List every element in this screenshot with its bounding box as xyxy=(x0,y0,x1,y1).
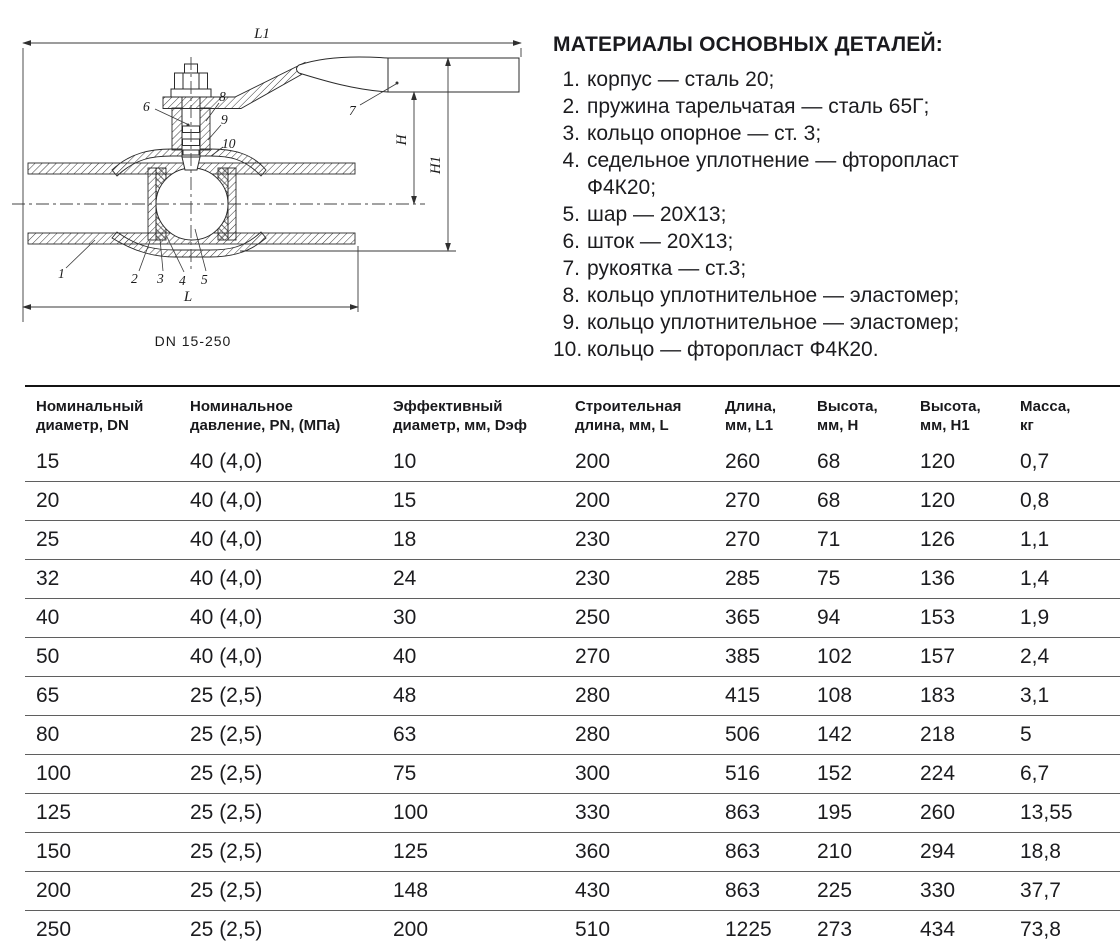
table-cell: 80 xyxy=(25,716,179,755)
materials-item-text: шар — 20Х13; xyxy=(587,203,727,226)
table-cell: 0,7 xyxy=(1020,450,1050,473)
table-cell: 6,7 xyxy=(1009,755,1120,794)
valve-drawing-area xyxy=(0,0,540,360)
table-cell: 863 xyxy=(714,794,806,833)
table-cell: 25 (2,5) xyxy=(179,716,382,755)
table-cell: 40 (4,0) xyxy=(179,560,382,599)
table-cell: 153 xyxy=(909,599,1009,638)
table-cell: 40 (4,0) xyxy=(179,599,382,638)
dim-label-h: H xyxy=(394,134,410,146)
table-cell: 75 xyxy=(382,755,564,794)
table-cell: 150 xyxy=(25,833,179,872)
table-cell: 142 xyxy=(806,716,909,755)
table-cell: 280 xyxy=(564,716,714,755)
table-cell: 25 (2,5) xyxy=(179,677,382,716)
table-cell: 18 xyxy=(382,521,564,560)
table-row xyxy=(25,872,1120,911)
dim-label-h1: H1 xyxy=(428,155,444,175)
table-cell: 2,4 xyxy=(1009,638,1120,677)
materials-item-text: седельное уплотнение — фторопласт Ф4К20; xyxy=(587,149,959,199)
table-cell: 25 (2,5) xyxy=(179,872,382,911)
materials-item-number: 8. xyxy=(562,284,580,307)
materials-item-number: 1. xyxy=(562,68,580,91)
column-header: Масса, кг xyxy=(1020,398,1071,434)
table-cell: 120 xyxy=(909,482,1009,521)
table-cell: 434 xyxy=(909,911,1009,949)
table-cell: 5 xyxy=(1009,716,1120,755)
table-cell: 13,55 xyxy=(1009,794,1120,833)
table-cell: 10 xyxy=(393,450,417,473)
table-cell: 0,8 xyxy=(1009,482,1120,521)
callout-7: 7 xyxy=(349,103,356,118)
table-cell: 210 xyxy=(806,833,909,872)
table-cell: 30 xyxy=(382,599,564,638)
callout-6: 6 xyxy=(143,99,150,114)
table-row xyxy=(25,638,1120,677)
table-cell: 330 xyxy=(564,794,714,833)
table-cell: 15 xyxy=(382,482,564,521)
table-cell: 230 xyxy=(564,521,714,560)
table-cell: 510 xyxy=(564,911,714,949)
materials-item xyxy=(553,309,1001,336)
table-cell: 230 xyxy=(564,560,714,599)
materials-item-number: 4. xyxy=(562,149,580,172)
spec-table-header-row xyxy=(25,386,1120,443)
table-row xyxy=(25,482,1120,521)
table-cell: 73,8 xyxy=(1009,911,1120,949)
table-cell: 195 xyxy=(806,794,909,833)
table-cell: 25 (2,5) xyxy=(179,833,382,872)
callout-8: 8 xyxy=(219,89,226,104)
table-row xyxy=(25,716,1120,755)
materials-item-number: 7. xyxy=(562,257,580,280)
callout-3: 3 xyxy=(157,271,164,286)
materials-item-text: шток — 20Х13; xyxy=(587,230,734,253)
handle xyxy=(163,57,519,109)
column-header: Строительная длина, мм, L xyxy=(575,398,682,434)
materials-item-number: 3. xyxy=(562,122,580,145)
materials-item xyxy=(553,201,1001,228)
materials-item xyxy=(553,336,1001,363)
table-cell: 1,9 xyxy=(1009,599,1120,638)
materials-block xyxy=(553,33,1001,363)
table-cell: 24 xyxy=(382,560,564,599)
materials-item-text: кольцо уплотнительное — эластомер; xyxy=(587,284,960,307)
column-header: Высота, мм, H xyxy=(817,398,878,434)
table-cell: 48 xyxy=(382,677,564,716)
table-cell: 224 xyxy=(909,755,1009,794)
table-row xyxy=(25,560,1120,599)
table-cell: 65 xyxy=(25,677,179,716)
table-cell: 1225 xyxy=(714,911,806,949)
table-cell: 250 xyxy=(25,911,179,949)
table-cell: 94 xyxy=(806,599,909,638)
table-cell: 152 xyxy=(806,755,909,794)
table-cell: 25 (2,5) xyxy=(179,911,382,949)
table-row xyxy=(25,833,1120,872)
dim-label-l1: L1 xyxy=(254,26,270,42)
table-cell: 32 xyxy=(25,560,179,599)
table-cell: 40 (4,0) xyxy=(179,638,382,677)
materials-title: МАТЕРИАЛЫ ОСНОВНЫХ ДЕТАЛЕЙ: xyxy=(553,33,943,56)
table-cell: 300 xyxy=(564,755,714,794)
table-cell: 25 xyxy=(25,521,179,560)
table-cell: 125 xyxy=(382,833,564,872)
materials-item-number: 5. xyxy=(562,203,580,226)
table-cell: 365 xyxy=(714,599,806,638)
table-cell: 25 (2,5) xyxy=(179,794,382,833)
table-row xyxy=(25,794,1120,833)
callout-10: 10 xyxy=(222,136,236,151)
table-cell: 273 xyxy=(806,911,909,949)
drawing-caption: DN 15-250 xyxy=(154,333,232,349)
table-cell: 285 xyxy=(714,560,806,599)
table-cell: 40 xyxy=(25,599,179,638)
materials-item-number: 2. xyxy=(562,95,580,118)
table-row xyxy=(25,521,1120,560)
table-cell: 40 (4,0) xyxy=(190,450,263,473)
table-cell: 270 xyxy=(564,638,714,677)
table-cell: 280 xyxy=(564,677,714,716)
column-header: Длина, мм, L1 xyxy=(725,398,777,434)
table-cell: 330 xyxy=(909,872,1009,911)
table-cell: 25 (2,5) xyxy=(179,755,382,794)
table-cell: 68 xyxy=(806,482,909,521)
table-cell: 260 xyxy=(725,450,761,473)
table-cell: 68 xyxy=(817,450,841,473)
table-cell: 71 xyxy=(806,521,909,560)
table-cell: 108 xyxy=(806,677,909,716)
table-row xyxy=(25,911,1120,949)
table-row xyxy=(25,677,1120,716)
table-cell: 200 xyxy=(382,911,564,949)
materials-list xyxy=(553,66,1001,363)
table-cell: 15 xyxy=(36,450,60,473)
table-cell: 50 xyxy=(25,638,179,677)
table-cell: 63 xyxy=(382,716,564,755)
materials-item xyxy=(553,228,1001,255)
table-cell: 75 xyxy=(806,560,909,599)
table-cell: 294 xyxy=(909,833,1009,872)
materials-item xyxy=(553,93,1001,120)
table-cell: 40 (4,0) xyxy=(179,482,382,521)
column-header: Высота, мм, H1 xyxy=(920,398,981,434)
materials-item-text: корпус — сталь 20; xyxy=(587,68,775,91)
table-cell: 430 xyxy=(564,872,714,911)
materials-item-number: 10. xyxy=(553,338,583,361)
spec-table-head xyxy=(25,386,1120,443)
handle-grip xyxy=(297,57,520,92)
table-cell: 100 xyxy=(25,755,179,794)
table-cell: 200 xyxy=(564,482,714,521)
table-cell: 225 xyxy=(806,872,909,911)
materials-item-number: 6. xyxy=(562,230,580,253)
table-cell: 270 xyxy=(714,521,806,560)
materials-item xyxy=(553,120,1001,147)
stem-housing-right xyxy=(200,108,210,150)
dim-label-l: L xyxy=(183,289,193,305)
table-row xyxy=(25,599,1120,638)
table-cell: 136 xyxy=(909,560,1009,599)
materials-item-text: кольцо — фторопласт Ф4К20. xyxy=(587,338,879,361)
table-cell: 1,1 xyxy=(1009,521,1120,560)
table-cell: 148 xyxy=(382,872,564,911)
table-cell: 260 xyxy=(909,794,1009,833)
table-cell: 200 xyxy=(25,872,179,911)
valve-technical-drawing xyxy=(0,0,540,360)
spec-table-body xyxy=(25,443,1120,949)
table-cell: 18,8 xyxy=(1009,833,1120,872)
table-row xyxy=(25,755,1120,794)
materials-item-text: рукоятка — ст.3; xyxy=(587,257,747,280)
table-cell: 250 xyxy=(564,599,714,638)
materials-item-text: кольцо опорное — ст. 3; xyxy=(587,122,822,145)
table-cell: 40 (4,0) xyxy=(179,521,382,560)
table-cell: 126 xyxy=(909,521,1009,560)
stem-housing-left xyxy=(172,108,182,150)
callout-1: 1 xyxy=(58,266,65,281)
table-cell: 415 xyxy=(714,677,806,716)
table-cell: 183 xyxy=(909,677,1009,716)
materials-item-text: пружина тарельчатая — сталь 65Г; xyxy=(587,95,930,118)
table-cell: 120 xyxy=(920,450,956,473)
dimension-h xyxy=(394,92,414,204)
callout-2: 2 xyxy=(131,271,138,286)
table-cell: 863 xyxy=(714,872,806,911)
table-cell: 385 xyxy=(714,638,806,677)
materials-item xyxy=(553,255,1001,282)
table-cell: 1,4 xyxy=(1009,560,1120,599)
column-header: Эффективный диаметр, мм, Dэф xyxy=(393,398,527,434)
table-cell: 506 xyxy=(714,716,806,755)
materials-item xyxy=(553,147,1001,201)
callout-5: 5 xyxy=(201,272,208,287)
callout-9: 9 xyxy=(221,112,228,127)
table-cell: 360 xyxy=(564,833,714,872)
table-cell: 3,1 xyxy=(1009,677,1120,716)
table-cell: 125 xyxy=(25,794,179,833)
table-cell: 200 xyxy=(575,450,611,473)
materials-item-text: кольцо уплотнительное — эластомер; xyxy=(587,311,960,334)
column-header: Номинальное давление, PN, (МПа) xyxy=(190,398,341,434)
callout-4: 4 xyxy=(179,273,186,288)
materials-item-number: 9. xyxy=(562,311,580,334)
table-cell: 40 xyxy=(382,638,564,677)
spec-table xyxy=(25,385,1120,949)
table-cell: 270 xyxy=(714,482,806,521)
table-cell: 37,7 xyxy=(1009,872,1120,911)
materials-item xyxy=(553,282,1001,309)
table-row xyxy=(25,443,1120,482)
table-cell: 20 xyxy=(25,482,179,521)
table-cell: 218 xyxy=(909,716,1009,755)
materials-item xyxy=(553,66,1001,93)
table-cell: 863 xyxy=(714,833,806,872)
table-cell: 516 xyxy=(714,755,806,794)
column-header: Номинальный диаметр, DN xyxy=(36,398,144,434)
table-cell: 157 xyxy=(909,638,1009,677)
table-cell: 100 xyxy=(382,794,564,833)
table-cell: 102 xyxy=(806,638,909,677)
